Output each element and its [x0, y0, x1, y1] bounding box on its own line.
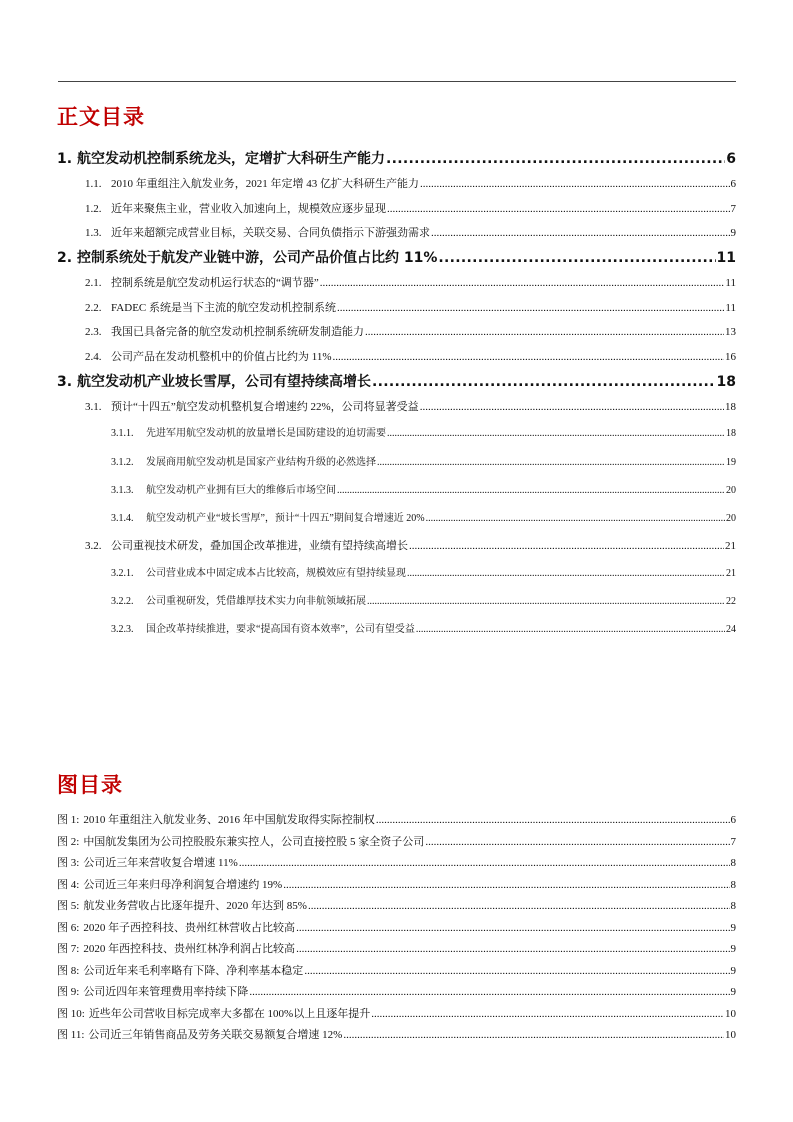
toc-entry-number: 3.: [57, 374, 73, 390]
toc-entry-page: 24: [726, 624, 736, 635]
leader-dots: [431, 227, 730, 239]
leader-dots: [337, 302, 724, 314]
figure-entry-number: 图 3:: [57, 857, 80, 869]
toc-entry-number: 1.3.: [85, 227, 102, 239]
leader-dots: [337, 485, 725, 496]
toc-entry-text: 航空发动机产业拥有巨大的维修后市场空间: [146, 485, 336, 496]
toc-entry-text: FADEC 系统是当下主流的航空发动机控制系统: [111, 302, 336, 314]
leader-dots: [249, 986, 729, 998]
figure-entry-text: 航发业务营收占比逐年提升、2020 年达到 85%: [83, 900, 307, 912]
toc-entry-3-2[interactable]: [85, 537, 736, 553]
leader-dots: [296, 922, 729, 934]
toc-entry-number: 3.1.1.: [111, 428, 134, 439]
leader-dots: [343, 1029, 724, 1041]
figure-entry-number: 图 7:: [57, 943, 80, 955]
toc-entry-1-1[interactable]: [85, 175, 736, 191]
toc-entry-number: 3.2.2.: [111, 596, 134, 607]
figure-entry-text: 2010 年重组注入航发业务、2016 年中国航发取得实际控制权: [83, 814, 375, 826]
toc-entry-2-2[interactable]: [85, 299, 736, 315]
toc-entry-page: 9: [730, 227, 736, 239]
toc-entry-number: 1.2.: [85, 203, 102, 215]
toc-entry-page: 7: [730, 203, 736, 215]
toc-entry-text: 我国已具备完备的航空发动机控制系统研发制造能力: [111, 326, 364, 338]
leader-dots: [296, 943, 729, 955]
figure-entry-text: 公司近年来毛利率略有下降、净利率基本稳定: [83, 965, 304, 977]
leader-dots: [304, 965, 729, 977]
toc-entry-number: 2.4.: [85, 351, 102, 363]
toc-entry-text: 公司重视技术研发，叠加国企改革推进，业绩有望持续高增长: [111, 540, 408, 552]
figure-entry-page: 9: [730, 965, 736, 977]
leader-dots: [308, 900, 730, 912]
toc-entry-text: 控制系统是航空发动机运行状态的“调节器”: [111, 277, 319, 289]
toc-entry-page: 22: [726, 596, 736, 607]
figure-entry-text: 公司近三年来归母净利润复合增速约 19%: [83, 879, 283, 891]
leader-dots: [425, 836, 729, 848]
leader-dots: [420, 178, 730, 190]
figure-entry-9[interactable]: [57, 983, 736, 999]
leader-dots: [371, 1008, 724, 1020]
toc-entry-number: 3.1.2.: [111, 457, 134, 468]
leader-dots: [377, 457, 725, 468]
leader-dots: [320, 277, 725, 289]
figure-entry-4[interactable]: [57, 876, 736, 892]
toc-entry-3-1[interactable]: [85, 398, 736, 414]
toc-entry-page: 20: [726, 485, 736, 496]
figure-entry-page: 10: [725, 1029, 736, 1041]
toc-entry-text: 预计“十四五”航空发动机整机复合增速约 22%，公司将显著受益: [111, 401, 419, 413]
figure-entry-7[interactable]: [57, 940, 736, 956]
toc-entry-text: 航空发动机控制系统龙头，定增扩大科研生产能力: [77, 151, 385, 167]
toc-entry-2-3[interactable]: [85, 323, 736, 339]
toc-entry-3-1-3[interactable]: [111, 481, 736, 496]
figure-entry-page: 8: [730, 857, 736, 869]
figure-entry-page: 10: [725, 1008, 736, 1020]
leader-dots: [420, 401, 724, 413]
leader-dots: [372, 374, 716, 390]
leader-dots: [409, 540, 724, 552]
toc-entry-page: 18: [726, 428, 736, 439]
figure-entry-text: 公司近四年来管理费用率持续下降: [83, 986, 249, 998]
toc-entry-text: 公司产品在发动机整机中的价值占比约为 11%: [111, 351, 332, 363]
toc-entry-text: 控制系统处于航发产业链中游，公司产品价值占比约 11%: [77, 250, 438, 266]
toc-entry-text: 先进军用航空发动机的放量增长是国防建设的迫切需要: [146, 428, 386, 439]
leader-dots: [416, 624, 725, 635]
toc-entry-3-1-1[interactable]: [111, 424, 736, 439]
figure-entry-number: 图 1:: [57, 814, 80, 826]
toc-entry-text: 国企改革持续推进，要求“提高国有资本效率”，公司有望受益: [146, 624, 415, 635]
toc-entry-3-1-2[interactable]: [111, 453, 736, 468]
figure-entry-number: 图 9:: [57, 986, 80, 998]
toc-entry-number: 3.1.: [85, 401, 102, 413]
toc-entry-text: 航空发动机产业坡长雪厚，公司有望持续高增长: [77, 374, 371, 390]
figure-entry-page: 7: [730, 836, 736, 848]
toc-entry-text: 近年来聚焦主业，营业收入加速向上，规模效应逐步显现: [111, 203, 386, 215]
figure-entry-text: 中国航发集团为公司控股股东兼实控人，公司直接控股 5 家全资子公司: [83, 836, 425, 848]
toc-entry-number: 3.2.3.: [111, 624, 134, 635]
figure-entry-page: 8: [730, 879, 736, 891]
toc-entry-page: 11: [716, 250, 736, 266]
toc-entry-number: 1.1.: [85, 178, 102, 190]
leader-dots: [387, 428, 725, 439]
toc-entry-number: 3.2.1.: [111, 568, 134, 579]
toc-entry-page: 16: [725, 351, 736, 363]
figure-entry-page: 8: [730, 900, 736, 912]
leader-dots: [283, 879, 729, 891]
figure-list-title: 图目录: [57, 773, 123, 797]
figure-entry-11[interactable]: [57, 1026, 736, 1042]
toc-entry-page: 18: [725, 401, 736, 413]
figure-entry-3[interactable]: [57, 854, 736, 870]
toc-entry-page: 6: [730, 178, 736, 190]
toc-entry-3[interactable]: [57, 371, 736, 391]
figure-entry-page: 6: [730, 814, 736, 826]
figure-entry-text: 公司近三年来营收复合增速 11%: [83, 857, 238, 869]
toc-entry-3-2-3[interactable]: [111, 620, 736, 635]
toc-entry-number: 2.3.: [85, 326, 102, 338]
leader-dots: [376, 814, 730, 826]
leader-dots: [386, 151, 725, 167]
toc-entry-1-2[interactable]: [85, 200, 736, 216]
leader-dots: [407, 568, 725, 579]
leader-dots: [438, 250, 715, 266]
figure-entry-5[interactable]: [57, 897, 736, 913]
figure-entry-number: 图 2:: [57, 836, 80, 848]
toc-entry-2-4[interactable]: [85, 348, 736, 364]
toc-entry-page: 20: [726, 513, 736, 524]
header-rule: [58, 81, 736, 82]
toc-entry-2[interactable]: [57, 247, 736, 267]
toc-entry-page: 13: [725, 326, 736, 338]
toc-entry-text: 航空发动机产业“坡长雪厚”，预计“十四五”期间复合增速近 20%: [146, 513, 425, 524]
figure-entry-number: 图 6:: [57, 922, 80, 934]
toc-entry-page: 6: [726, 151, 736, 167]
figure-entry-text: 近些年公司营收目标完成率大多都在 100%以上且逐年提升: [88, 1008, 371, 1020]
toc-entry-number: 2.2.: [85, 302, 102, 314]
toc-entry-number: 3.1.3.: [111, 485, 134, 496]
figure-entry-10[interactable]: [57, 1005, 736, 1021]
toc-entry-page: 11: [725, 277, 736, 289]
toc-entry-3-2-2[interactable]: [111, 592, 736, 607]
toc-entry-number: 2.: [57, 250, 73, 266]
toc-entry-page: 18: [716, 374, 736, 390]
figure-entry-page: 9: [730, 986, 736, 998]
leader-dots: [387, 203, 730, 215]
figure-entry-6[interactable]: [57, 919, 736, 935]
figure-entry-number: 图 4:: [57, 879, 80, 891]
figure-entry-text: 2020 年西控科技、贵州红林净利润占比较高: [83, 943, 296, 955]
toc-entry-text: 2010 年重组注入航发业务，2021 年定增 43 亿扩大科研生产能力: [111, 178, 419, 190]
figure-entry-page: 9: [730, 922, 736, 934]
figure-entry-text: 2020 年子西控科技、贵州红林营收占比较高: [83, 922, 296, 934]
figure-entry-number: 图 5:: [57, 900, 80, 912]
figure-entry-number: 图 11:: [57, 1029, 85, 1041]
toc-entry-number: 1.: [57, 151, 73, 167]
toc-entry-text: 公司营业成本中固定成本占比较高，规模效应有望持续显现: [146, 568, 406, 579]
toc-entry-text: 发展商用航空发动机是国家产业结构升级的必然选择: [146, 457, 376, 468]
leader-dots: [426, 513, 725, 524]
figure-entry-2[interactable]: [57, 833, 736, 849]
figure-entry-number: 图 10:: [57, 1008, 85, 1020]
leader-dots: [333, 351, 724, 363]
figure-entry-1[interactable]: [57, 811, 736, 827]
toc-entry-number: 2.1.: [85, 277, 102, 289]
leader-dots: [239, 857, 730, 869]
toc-title: 正文目录: [57, 105, 145, 129]
toc-entry-text: 公司重视研发，凭借雄厚技术实力向非航领域拓展: [146, 596, 366, 607]
toc-entry-3-1-4[interactable]: [111, 509, 736, 524]
toc-entry-text: 近年来超额完成营业目标，关联交易、合同负债指示下游强劲需求: [111, 227, 430, 239]
toc-entry-3-2-1[interactable]: [111, 564, 736, 579]
toc-entry-2-1[interactable]: [85, 274, 736, 290]
toc-entry-1-3[interactable]: [85, 224, 736, 240]
leader-dots: [365, 326, 724, 338]
leader-dots: [367, 596, 725, 607]
figure-entry-text: 公司近三年销售商品及劳务关联交易额复合增速 12%: [88, 1029, 343, 1041]
toc-entry-page: 11: [725, 302, 736, 314]
figure-entry-8[interactable]: [57, 962, 736, 978]
toc-entry-page: 19: [726, 457, 736, 468]
figure-entry-number: 图 8:: [57, 965, 80, 977]
toc-entry-number: 3.2.: [85, 540, 102, 552]
toc-entry-page: 21: [726, 568, 736, 579]
toc-entry-number: 3.1.4.: [111, 513, 134, 524]
figure-entry-page: 9: [730, 943, 736, 955]
toc-entry-page: 21: [725, 540, 736, 552]
toc-entry-1[interactable]: [57, 148, 736, 168]
